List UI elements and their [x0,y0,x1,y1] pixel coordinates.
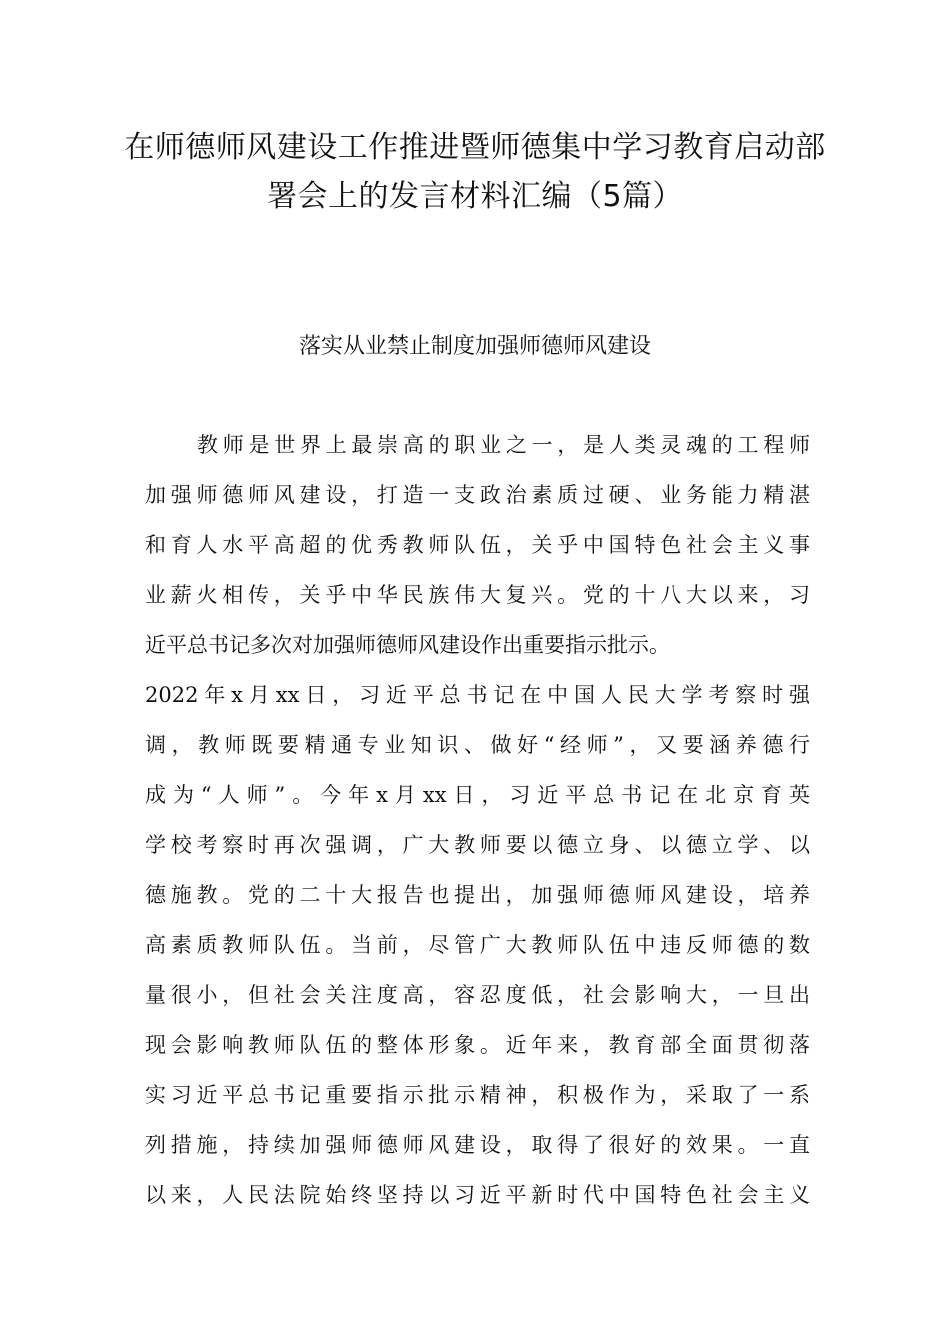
body-text-line: 列措施，持续加强师德师风建设，取得了很好的效果。一直 [145,1133,810,1157]
body-text-line: 2022年x月xx日，习近平总书记在中国人民大学考察时强 [145,683,810,707]
body-text-line: 现会影响教师队伍的整体形象。近年来，教育部全面贯彻落 [145,1033,810,1057]
body-text-line: 德施教。党的二十大报告也提出，加强师德师风建设，培养 [145,883,810,907]
body-text-line: 调，教师既要精通专业知识、做好“经师”，又要涵养德行 [145,733,810,757]
body-text-line: 学校考察时再次强调，广大教师要以德立身、以德立学、以 [145,833,810,857]
document-title-line-2: 署会上的发言材料汇编（5篇） [266,179,684,214]
section-title: 落实从业禁止制度加强师德师风建设 [298,334,651,359]
body-text-line: 教师是世界上最崇高的职业之一，是人类灵魂的工程师 [197,433,810,457]
body-text-line: 成为“人师”。今年x月xx日，习近平总书记在北京育英 [145,783,810,807]
body-text-line: 以来，人民法院始终坚持以习近平新时代中国特色社会主义 [145,1183,810,1207]
body-text-line: 近平总书记多次对加强师德师风建设作出重要指示批示。 [145,633,670,657]
body-text-line: 和育人水平高超的优秀教师队伍，关乎中国特色社会主义事 [145,533,810,557]
body-text-line: 高素质教师队伍。当前，尽管广大教师队伍中违反师德的数 [145,933,810,957]
body-text-line: 业薪火相传，关乎中华民族伟大复兴。党的十八大以来，习 [145,583,810,607]
body-text-line: 量很小，但社会关注度高，容忍度低，社会影响大，一旦出 [145,983,810,1007]
document-title-line-1: 在师德师风建设工作推进暨师德集中学习教育启动部 [124,130,826,165]
body-text-line: 加强师德师风建设，打造一支政治素质过硬、业务能力精湛 [145,483,810,507]
body-text-line: 实习近平总书记重要指示批示精神，积极作为，采取了一系 [145,1083,810,1107]
